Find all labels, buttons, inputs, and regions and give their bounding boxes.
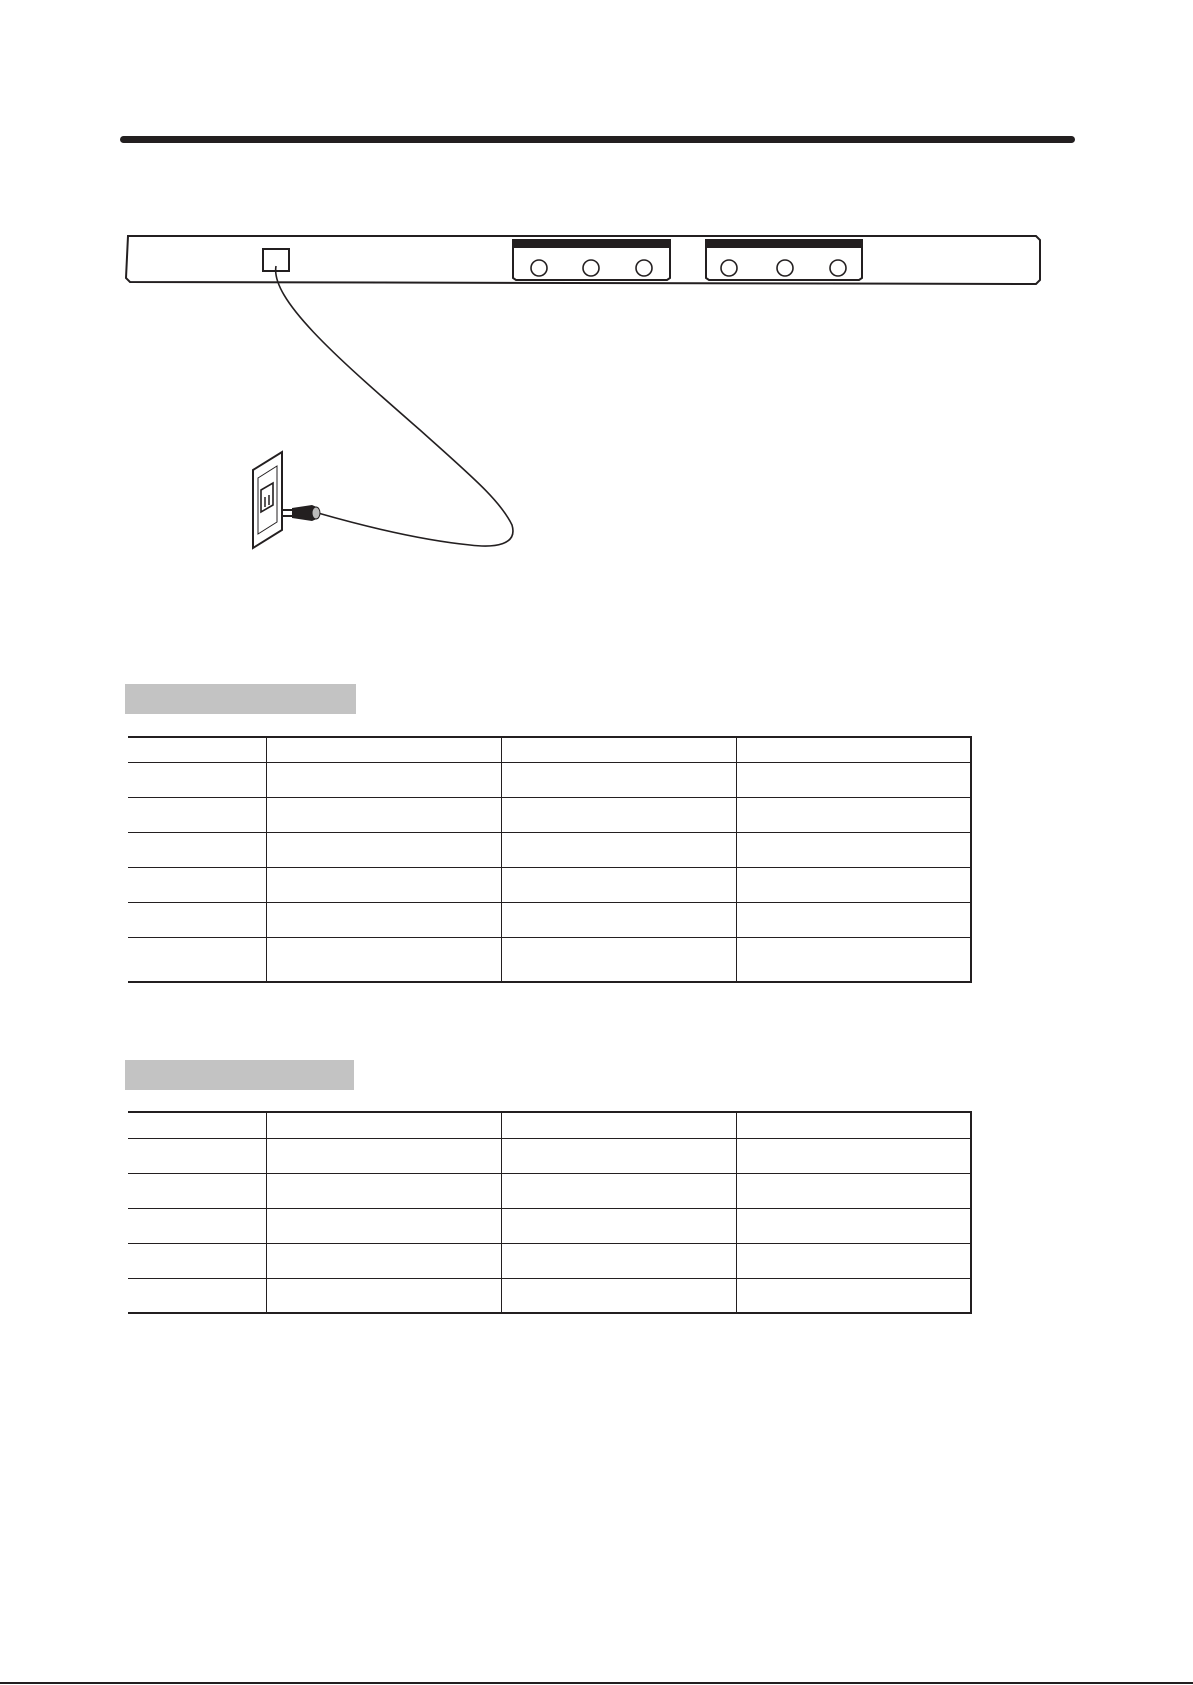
- table-cell: [501, 1138, 736, 1173]
- table-cell: [501, 1208, 736, 1243]
- table-cell: [501, 1173, 736, 1208]
- section-header-bar-2: [125, 1060, 354, 1090]
- table-cell: [128, 1243, 266, 1278]
- table-row: [128, 797, 971, 832]
- table-cell: [266, 1243, 501, 1278]
- spec-table-2: [128, 1111, 972, 1314]
- bottom-rule: [0, 1682, 1193, 1684]
- table-cell: [501, 1278, 736, 1313]
- connector-group-1: [513, 240, 670, 280]
- table-cell: [128, 1278, 266, 1313]
- power-plug: [282, 505, 320, 521]
- connector-jack: [531, 260, 547, 276]
- table-cell: [736, 832, 971, 867]
- table-cell: [501, 762, 736, 797]
- table-cell: [266, 797, 501, 832]
- table-cell: [266, 762, 501, 797]
- table-cell: [128, 797, 266, 832]
- table-cell: [266, 737, 501, 762]
- table-row: [128, 1278, 971, 1313]
- table-cell: [736, 1278, 971, 1313]
- table-row: [128, 902, 971, 937]
- table-cell: [128, 1173, 266, 1208]
- power-cord: [276, 266, 513, 546]
- connector-jack: [583, 260, 599, 276]
- table-cell: [266, 1278, 501, 1313]
- section-header-bar-1: [125, 684, 356, 714]
- table-cell: [128, 1208, 266, 1243]
- table-cell: [736, 737, 971, 762]
- table-cell: [501, 1243, 736, 1278]
- table-cell: [128, 867, 266, 902]
- table-cell: [736, 902, 971, 937]
- table-cell: [266, 832, 501, 867]
- table-cell: [266, 902, 501, 937]
- table-cell: [736, 1243, 971, 1278]
- table-cell: [736, 867, 971, 902]
- table-row: [128, 737, 971, 762]
- table-cell: [266, 1173, 501, 1208]
- table-row: [128, 867, 971, 902]
- table-cell: [501, 832, 736, 867]
- connector-jack: [777, 260, 793, 276]
- table-row: [128, 1173, 971, 1208]
- table-row: [128, 1243, 971, 1278]
- table-cell: [736, 797, 971, 832]
- table-row: [128, 1208, 971, 1243]
- connector-jack: [636, 260, 652, 276]
- table-row: [128, 1138, 971, 1173]
- table-cell: [128, 937, 266, 982]
- table-cell: [128, 762, 266, 797]
- table-cell: [736, 937, 971, 982]
- spec-table-1: [128, 736, 972, 983]
- table-cell: [266, 1208, 501, 1243]
- table-row: [128, 762, 971, 797]
- table-cell: [266, 1138, 501, 1173]
- table-cell: [736, 1112, 971, 1138]
- table-cell: [128, 737, 266, 762]
- table-cell: [501, 937, 736, 982]
- table-cell: [266, 937, 501, 982]
- table-cell: [128, 1112, 266, 1138]
- table-cell: [736, 1208, 971, 1243]
- table-cell: [266, 1112, 501, 1138]
- wall-outlet: [253, 452, 282, 548]
- table-cell: [128, 832, 266, 867]
- table-cell: [501, 797, 736, 832]
- table-cell: [736, 762, 971, 797]
- connection-diagram: [0, 0, 1193, 600]
- table-cell: [501, 737, 736, 762]
- table-cell: [501, 867, 736, 902]
- table-row: [128, 1112, 971, 1138]
- table-cell: [736, 1138, 971, 1173]
- table-cell: [501, 902, 736, 937]
- connector-jack: [721, 260, 737, 276]
- connector-jack: [830, 260, 846, 276]
- table-row: [128, 937, 971, 982]
- table-cell: [266, 867, 501, 902]
- table-cell: [501, 1112, 736, 1138]
- table-cell: [128, 902, 266, 937]
- table-cell: [736, 1173, 971, 1208]
- table-row: [128, 832, 971, 867]
- table-cell: [128, 1138, 266, 1173]
- connector-group-2: [706, 240, 862, 280]
